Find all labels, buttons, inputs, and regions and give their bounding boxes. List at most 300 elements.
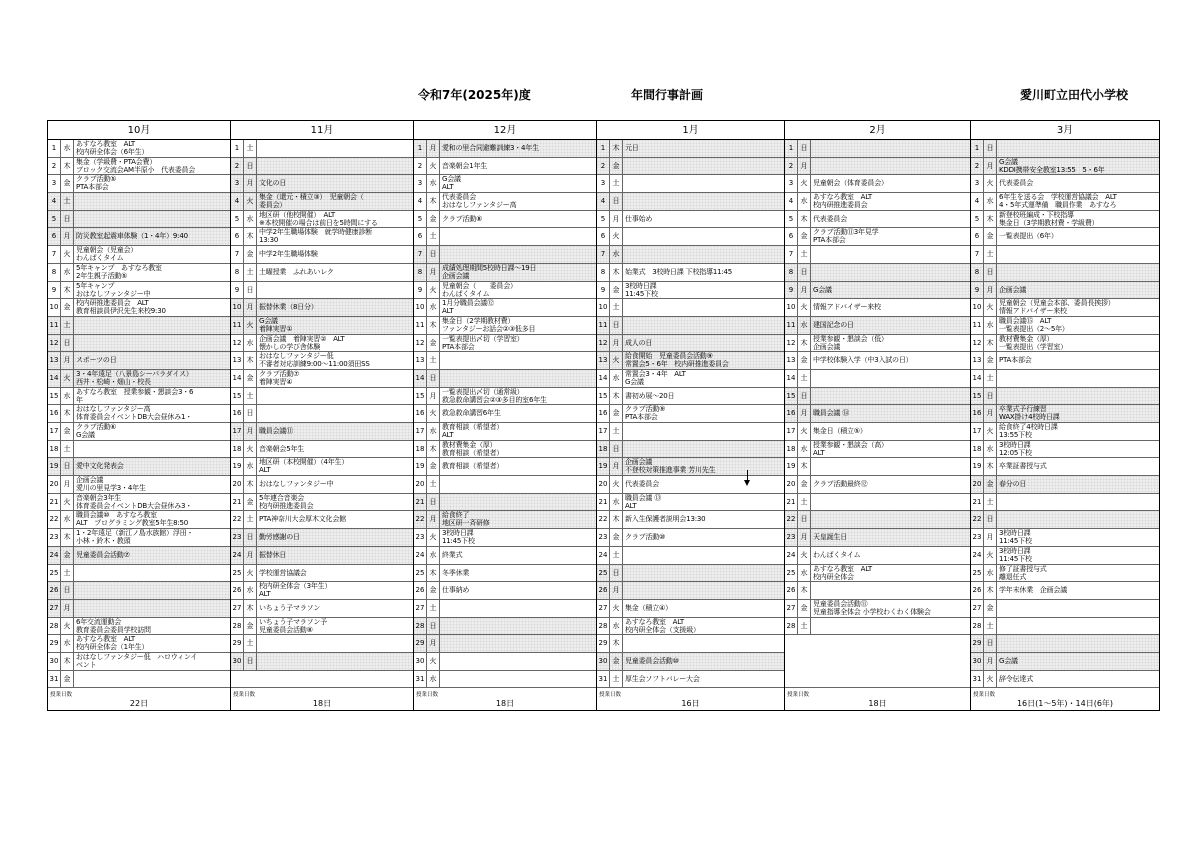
day-events: 中学2年生職場体験 [259, 250, 318, 259]
day-events [997, 246, 1159, 263]
day-number: 30 [971, 653, 984, 670]
weekday: 木 [610, 635, 623, 652]
day-events [74, 582, 230, 599]
day-row [48, 458, 230, 476]
day-events: 卒業証書授与式 [999, 462, 1047, 471]
day-number: 6 [231, 228, 244, 245]
day-row [231, 211, 413, 229]
day-events: スポーツの日 [76, 356, 117, 365]
day-row [785, 458, 970, 476]
weekday: 土 [610, 547, 623, 564]
day-row [597, 476, 784, 494]
day-events [811, 140, 970, 157]
day-number: 5 [597, 211, 610, 228]
day-row [785, 582, 970, 600]
day-row [971, 264, 1159, 282]
day-events: 教育相談（希望者） ALT [442, 423, 504, 439]
weekday: 火 [984, 299, 997, 316]
weekday: 木 [798, 458, 811, 475]
day-row [597, 335, 784, 353]
day-events: 1・2年遠足（新江ノ島水族館）浮田・ 小林・鈴木・教頭 [76, 529, 194, 546]
day-number: 31 [48, 671, 61, 688]
day-row [785, 264, 970, 282]
day-row [597, 282, 784, 300]
day-row [231, 264, 413, 282]
weekday: 水 [610, 494, 623, 511]
day-events: 春分の日 [999, 480, 1027, 489]
weekday: 月 [610, 211, 623, 228]
day-number: 10 [785, 299, 798, 316]
weekday: 土 [244, 264, 257, 281]
day-events: 愛和の里合同避難訓練3・4年生 [442, 144, 539, 152]
day-events: 学校運営協議会 [259, 568, 307, 577]
day-row [414, 228, 596, 246]
day-row [597, 140, 784, 158]
day-row [971, 494, 1159, 512]
day-row [785, 317, 970, 335]
day-number: 16 [48, 405, 61, 422]
weekday: 月 [427, 635, 440, 652]
weekday: 月 [244, 423, 257, 440]
day-number: 28 [48, 618, 61, 635]
day-number: 5 [785, 211, 798, 228]
school-name: 愛川町立田代小学校 [1020, 88, 1129, 102]
day-row [785, 175, 970, 193]
day-row [414, 405, 596, 423]
day-number: 7 [971, 246, 984, 263]
day-row [971, 370, 1159, 388]
day-row [48, 211, 230, 229]
weekday: 月 [427, 388, 440, 405]
day-events: 児童委員会活動⑦ [76, 550, 130, 559]
day-row [971, 529, 1159, 547]
month-column [971, 121, 1159, 710]
day-events: あすなろ教室 ALT 校内研全体会（1年生） [76, 635, 149, 652]
weekday: 金 [427, 458, 440, 475]
page-title: 年間行事計画 [631, 88, 704, 102]
day-row [597, 582, 784, 600]
school-days-value: 18日 [868, 699, 887, 709]
day-row [597, 441, 784, 459]
weekday: 木 [798, 335, 811, 352]
day-events: 授業参観・懇談会（高） ALT [813, 440, 888, 457]
weekday: 水 [798, 317, 811, 334]
day-row [48, 299, 230, 317]
day-number: 26 [597, 582, 610, 599]
day-number: 9 [597, 282, 610, 299]
weekday: 火 [427, 282, 440, 299]
weekday: 火 [427, 653, 440, 670]
weekday: 水 [984, 565, 997, 582]
day-number: 4 [414, 193, 427, 210]
weekday: 火 [244, 565, 257, 582]
day-events: 5年連合音楽会 校内研推進委員会 [259, 493, 314, 510]
day-row [785, 653, 970, 671]
day-row [597, 635, 784, 653]
day-row [231, 158, 413, 176]
day-number: 2 [597, 158, 610, 175]
day-row [48, 441, 230, 459]
day-row [971, 423, 1159, 441]
weekday: 土 [610, 671, 623, 688]
day-number: 30 [597, 653, 610, 670]
day-events: クラブ活動最終⑫ [813, 480, 868, 489]
day-number: 1 [971, 140, 984, 157]
day-row [414, 441, 596, 459]
day-events: 教材費集金（厚） 一覧表提出（学習室） [999, 334, 1067, 351]
day-events [623, 423, 784, 440]
day-number: 20 [785, 476, 798, 493]
weekday: 水 [244, 582, 257, 599]
weekday: 土 [984, 494, 997, 511]
day-row [414, 565, 596, 583]
weekday: 火 [610, 600, 623, 617]
weekday: 木 [61, 529, 74, 546]
weekday: 木 [244, 600, 257, 617]
day-events: 救急救命講習6年生 [442, 409, 501, 418]
weekday: 火 [61, 494, 74, 511]
day-number: 25 [971, 565, 984, 582]
day-row [48, 405, 230, 423]
day-events: クラブ活動⑩ [625, 533, 666, 542]
day-events: 中学校体験入学（中3入試の日） [813, 356, 913, 365]
day-number: 6 [597, 228, 610, 245]
day-number: 23 [231, 529, 244, 546]
day-events: 一覧表提出〆切（通常級） 救急救命講習会②③多目的室6年生 [442, 387, 547, 404]
weekday: 土 [244, 635, 257, 652]
weekday: 木 [61, 158, 74, 175]
day-row [971, 458, 1159, 476]
day-row [414, 671, 596, 689]
day-events: おはなしファンタジー低 ハロウィンイ ベント [76, 652, 198, 669]
day-events [811, 388, 970, 405]
weekday: 月 [984, 405, 997, 422]
day-number: 8 [231, 264, 244, 281]
day-row [971, 600, 1159, 618]
day-number: 23 [597, 529, 610, 546]
day-row [971, 335, 1159, 353]
month-header: 1月 [597, 121, 784, 140]
day-events [74, 671, 230, 688]
day-events: 授業参観・懇談会（低） 企画会議 [813, 334, 888, 351]
day-row [597, 317, 784, 335]
day-row [414, 547, 596, 565]
day-events [811, 494, 970, 511]
day-number: 23 [414, 529, 427, 546]
day-number: 12 [414, 335, 427, 352]
day-number: 14 [971, 370, 984, 387]
day-events: 音楽朝会5年生 [259, 444, 305, 453]
weekday: 木 [984, 211, 997, 228]
weekday: 木 [610, 388, 623, 405]
fiscal-year: 令和7年(2025年)度 [418, 88, 531, 102]
day-number: 20 [414, 476, 427, 493]
day-row [971, 175, 1159, 193]
day-events: G会議 着陣実習① [259, 316, 293, 333]
day-number: 28 [231, 618, 244, 635]
day-events: 代表委員会 おはなしファンタジー高 [442, 193, 517, 210]
day-events [257, 140, 413, 157]
day-row [48, 547, 230, 565]
day-number: 4 [971, 193, 984, 210]
day-events: 防災教室起震車体験（1・4年）9:40 [76, 232, 188, 241]
school-days-label: 授業日数 [416, 692, 439, 699]
day-row [971, 228, 1159, 246]
day-number: 13 [971, 352, 984, 369]
day-number: 8 [414, 264, 427, 281]
day-number: 18 [231, 441, 244, 458]
day-number: 15 [414, 388, 427, 405]
day-number: 15 [785, 388, 798, 405]
day-number: 2 [48, 158, 61, 175]
weekday: 土 [984, 618, 997, 635]
weekday: 金 [427, 582, 440, 599]
day-number: 11 [231, 317, 244, 334]
day-events: あすなろ教室 ALT 校内研全体会（支援級） [625, 617, 700, 634]
day-events: 卒業式予行練習 WAX掛け4校時日課 [999, 405, 1060, 422]
day-row [971, 582, 1159, 600]
annual-calendar [47, 120, 1160, 711]
day-number: 29 [414, 635, 427, 652]
weekday: 木 [798, 211, 811, 228]
day-number: 13 [597, 352, 610, 369]
day-number: 19 [48, 458, 61, 475]
day-number: 2 [785, 158, 798, 175]
day-events: 中学2年生職場体験 就学時健康診断 13:30 [259, 228, 373, 245]
weekday: 日 [427, 370, 440, 387]
day-row [414, 175, 596, 193]
day-row [48, 140, 230, 158]
weekday: 金 [244, 370, 257, 387]
weekday: 日 [798, 140, 811, 157]
day-row [231, 140, 413, 158]
day-number: 3 [971, 175, 984, 192]
weekday: 水 [244, 458, 257, 475]
day-number: 3 [785, 175, 798, 192]
day-number: 17 [414, 423, 427, 440]
day-events: 3校時日課 11:45下校 [999, 546, 1032, 563]
weekday: 金 [61, 547, 74, 564]
day-number: 15 [971, 388, 984, 405]
weekday: 木 [798, 582, 811, 599]
day-number: 13 [231, 352, 244, 369]
day-events [623, 547, 784, 564]
weekday: 水 [427, 547, 440, 564]
day-row [48, 228, 230, 246]
day-row [231, 511, 413, 529]
day-events [623, 441, 784, 458]
day-number: 17 [48, 423, 61, 440]
weekday: 火 [798, 423, 811, 440]
day-events: 給食終了4校時日課 13:55下校 [999, 423, 1058, 439]
day-events: あすなろ教室 ALT 校内研全体会 [813, 564, 873, 581]
weekday: 日 [610, 193, 623, 210]
weekday: 金 [61, 299, 74, 316]
day-events: 修了証書授与式 離退任式 [999, 564, 1047, 581]
day-row [48, 511, 230, 529]
day-number: 24 [597, 547, 610, 564]
weekday: 月 [427, 140, 440, 157]
weekday: 水 [244, 335, 257, 352]
day-events [811, 458, 970, 475]
day-number: 3 [597, 175, 610, 192]
day-events: G会議 ALT [442, 175, 461, 192]
day-number: 8 [597, 264, 610, 281]
day-row [785, 335, 970, 353]
day-number: 4 [231, 193, 244, 210]
day-events: 集金（還元・積立③） 児童朝会（ 委員会） [259, 193, 364, 210]
day-number: 18 [597, 441, 610, 458]
day-number: 26 [971, 582, 984, 599]
weekday: 水 [427, 671, 440, 688]
day-number: 21 [231, 494, 244, 511]
day-number: 9 [785, 282, 798, 299]
day-events [257, 158, 413, 175]
weekday: 月 [798, 158, 811, 175]
day-row [597, 600, 784, 618]
day-number: 14 [231, 370, 244, 387]
weekday: 日 [427, 618, 440, 635]
day-events: 3校時日課 11:45下校 [442, 529, 475, 546]
continuation-arrow [747, 470, 748, 482]
weekday: 日 [798, 264, 811, 281]
weekday: 木 [61, 405, 74, 422]
weekday: 水 [61, 264, 74, 281]
day-events: 成績処理期間5校時日課～19日 企画会議 [442, 263, 537, 280]
weekday: 木 [427, 317, 440, 334]
day-number: 25 [231, 565, 244, 582]
month-column [414, 121, 597, 710]
day-number: 16 [414, 405, 427, 422]
day-row [231, 193, 413, 211]
day-number: 29 [48, 635, 61, 652]
weekday: 日 [984, 511, 997, 528]
day-number: 9 [231, 282, 244, 299]
day-events [257, 405, 413, 422]
day-number: 12 [48, 335, 61, 352]
day-number: 24 [414, 547, 427, 564]
day-row [414, 600, 596, 618]
day-number: 11 [971, 317, 984, 334]
weekday: 日 [61, 335, 74, 352]
day-row [231, 317, 413, 335]
weekday: 金 [244, 246, 257, 263]
day-number: 13 [414, 352, 427, 369]
day-number: 18 [785, 441, 798, 458]
day-row [597, 370, 784, 388]
day-number: 19 [597, 458, 610, 475]
day-number: 27 [414, 600, 427, 617]
weekday: 土 [798, 494, 811, 511]
day-row [231, 547, 413, 565]
day-number: 17 [785, 423, 798, 440]
weekday: 火 [427, 529, 440, 546]
weekday: 木 [61, 653, 74, 670]
weekday: 土 [244, 388, 257, 405]
day-events: 3校時日課 12:05下校 [999, 440, 1032, 457]
day-number: 10 [48, 299, 61, 316]
day-number: 7 [48, 246, 61, 263]
day-row [597, 494, 784, 512]
day-events [997, 511, 1159, 528]
day-number: 2 [231, 158, 244, 175]
day-number: 19 [414, 458, 427, 475]
weekday: 金 [798, 600, 811, 617]
day-row [785, 370, 970, 388]
day-number: 23 [785, 529, 798, 546]
day-number: 20 [971, 476, 984, 493]
weekday: 金 [798, 476, 811, 493]
day-row [231, 565, 413, 583]
day-row [231, 352, 413, 370]
day-number: 10 [231, 299, 244, 316]
weekday: 月 [427, 511, 440, 528]
day-number: 31 [971, 671, 984, 688]
weekday: 金 [984, 352, 997, 369]
day-events: G会議 [999, 656, 1018, 665]
day-events [257, 653, 413, 670]
day-row [48, 529, 230, 547]
weekday: 土 [61, 317, 74, 334]
weekday: 月 [798, 529, 811, 546]
weekday: 火 [984, 547, 997, 564]
day-events: 校内研全体会（3年生） ALT [259, 582, 332, 599]
day-number: 14 [597, 370, 610, 387]
day-row [597, 511, 784, 529]
day-events: 文化の日 [259, 179, 287, 188]
day-events: 集金（学級費・PTA会費） ブロック交流会AM半原小 代表委員会 [76, 157, 196, 174]
day-number: 7 [785, 246, 798, 263]
day-number: 1 [597, 140, 610, 157]
school-days-label: 授業日数 [973, 692, 996, 699]
weekday: 土 [610, 175, 623, 192]
day-events: あすなろ教室 ALT 校内研全体会（6年生） [76, 140, 149, 156]
day-events: 常置会3・4年 ALT G会議 [625, 369, 686, 386]
day-row [597, 264, 784, 282]
day-number: 26 [231, 582, 244, 599]
day-row [48, 600, 230, 618]
day-row [971, 547, 1159, 565]
day-events [623, 158, 784, 175]
day-number: 23 [971, 529, 984, 546]
day-number: 22 [785, 511, 798, 528]
weekday: 水 [61, 388, 74, 405]
weekday: 金 [427, 335, 440, 352]
weekday: 火 [798, 175, 811, 192]
weekday: 金 [61, 423, 74, 440]
day-number: 5 [971, 211, 984, 228]
day-events: 始業式 3校時日課 下校指導11:45 [625, 267, 733, 276]
day-row [971, 140, 1159, 158]
day-number: 24 [971, 547, 984, 564]
day-number: 28 [785, 618, 798, 635]
weekday: 水 [798, 193, 811, 210]
weekday: 土 [61, 565, 74, 582]
day-row [231, 405, 413, 423]
day-events: 給食終了 地区研一斉研修 [442, 511, 490, 528]
day-events [623, 582, 784, 599]
day-events: 愛中文化発表会 [76, 462, 124, 471]
weekday: 水 [798, 441, 811, 458]
day-events: 地区研（本校開催）（4年生） ALT [259, 458, 349, 475]
day-events: 給食開始 児童委員会活動⑨ 常置会5・6年 校内研推進委員会 [625, 352, 729, 369]
day-events: 土曜授業 ふれあいレク [259, 267, 334, 276]
day-number: 14 [785, 370, 798, 387]
day-row [48, 352, 230, 370]
day-row [414, 582, 596, 600]
day-row [785, 511, 970, 529]
day-events: いちょう子マラソン [259, 603, 321, 612]
